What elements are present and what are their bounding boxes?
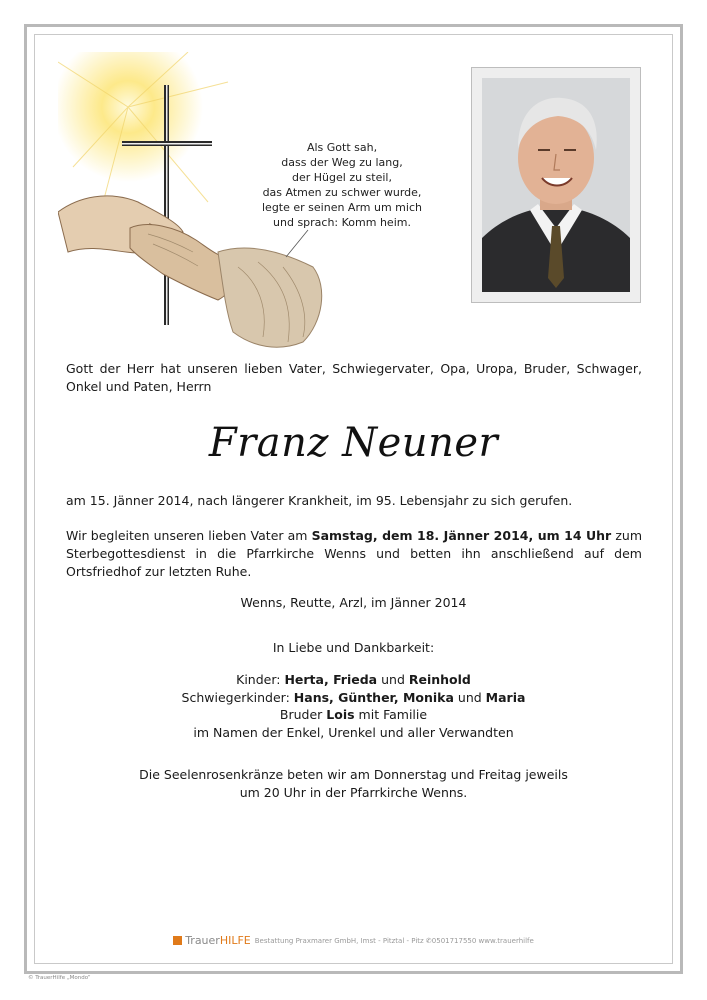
death-notice-text: am 15. Jänner 2014, nach längerer Krankheit, im 95. Lebensjahr zu sich gerufen. <box>66 493 573 508</box>
and-word: und <box>453 689 486 705</box>
poem-line: das Atmen zu schwer wurde, <box>262 186 422 199</box>
poem-line: legte er seinen Arm um mich <box>262 201 422 214</box>
brother-post: mit Familie <box>354 707 428 722</box>
brand-part-b: HILFE <box>219 934 251 947</box>
rosary-line: Die Seelenrosenkränze beten wir am Donnerstag und Freitag jeweils <box>139 767 568 782</box>
children-names: Herta, Frieda <box>284 672 378 687</box>
rosary-line: um 20 Uhr in der Pfarrkirche Wenns. <box>239 785 468 800</box>
inlaws-last-name: Maria <box>485 689 526 705</box>
children-label: Kinder: <box>236 672 285 687</box>
children-line <box>0 671 707 689</box>
family-list <box>0 671 707 741</box>
deceased-name: Franz Neuner <box>208 420 499 466</box>
footer-details: Bestattung Praxmarer GmbH, Imst - Pitztal - Pitz ✆0501717550 www.trauerhilfe <box>254 936 534 945</box>
service-text-post: zum Sterbegottesdienst in die Pfarrkirche Wenns und betten ihn anschließend auf dem Ortsfriedhof zur letzten Ruhe. <box>66 528 642 579</box>
service-date: Samstag, dem 18. Jänner 2014, um 14 Uhr <box>311 528 612 543</box>
grandchildren-line: im Namen der Enkel, Urenkel und aller Verwandten <box>193 724 514 740</box>
place-date: Wenns, Reutte, Arzl, im Jänner 2014 <box>240 595 467 610</box>
brand-name <box>185 934 251 947</box>
poem-line: der Hügel zu steil, <box>292 171 392 184</box>
copyright-note: © TrauerHilfe „Mondo“ <box>28 975 91 981</box>
brand-part-a: Trauer <box>185 934 220 947</box>
poem-line: Als Gott sah, <box>306 141 378 154</box>
brother-label: Bruder <box>279 707 327 722</box>
inlaws-label: Schwiegerkinder: <box>181 689 294 705</box>
brother-name: Lois <box>326 707 355 722</box>
footer <box>0 934 707 947</box>
poem-line: und sprach: Komm heim. <box>273 216 411 229</box>
portrait-photo <box>482 78 630 292</box>
rosary-notice <box>0 766 707 802</box>
and-word: und <box>377 672 409 687</box>
thanks-line: In Liebe und Dankbarkeit: <box>272 640 435 655</box>
inlaws-names: Hans, Günther, Monika <box>293 689 454 705</box>
trauerhilfe-logo-icon <box>173 936 182 945</box>
portrait-photo-frame <box>471 67 641 303</box>
service-text-pre: Wir begleiten unseren lieben Vater am <box>66 528 312 543</box>
brother-line <box>0 706 707 724</box>
children-last-name: Reinhold <box>408 672 471 687</box>
poem <box>256 140 428 230</box>
inlaws-line <box>0 689 707 707</box>
intro-text: Gott der Herr hat unseren lieben Vater, Schwiegervater, Opa, Uropa, Bruder, Schwager, Onkel und Paten, Herrn <box>66 361 642 394</box>
funeral-service-text <box>66 527 642 581</box>
poem-line: dass der Weg zu lang, <box>281 156 403 169</box>
